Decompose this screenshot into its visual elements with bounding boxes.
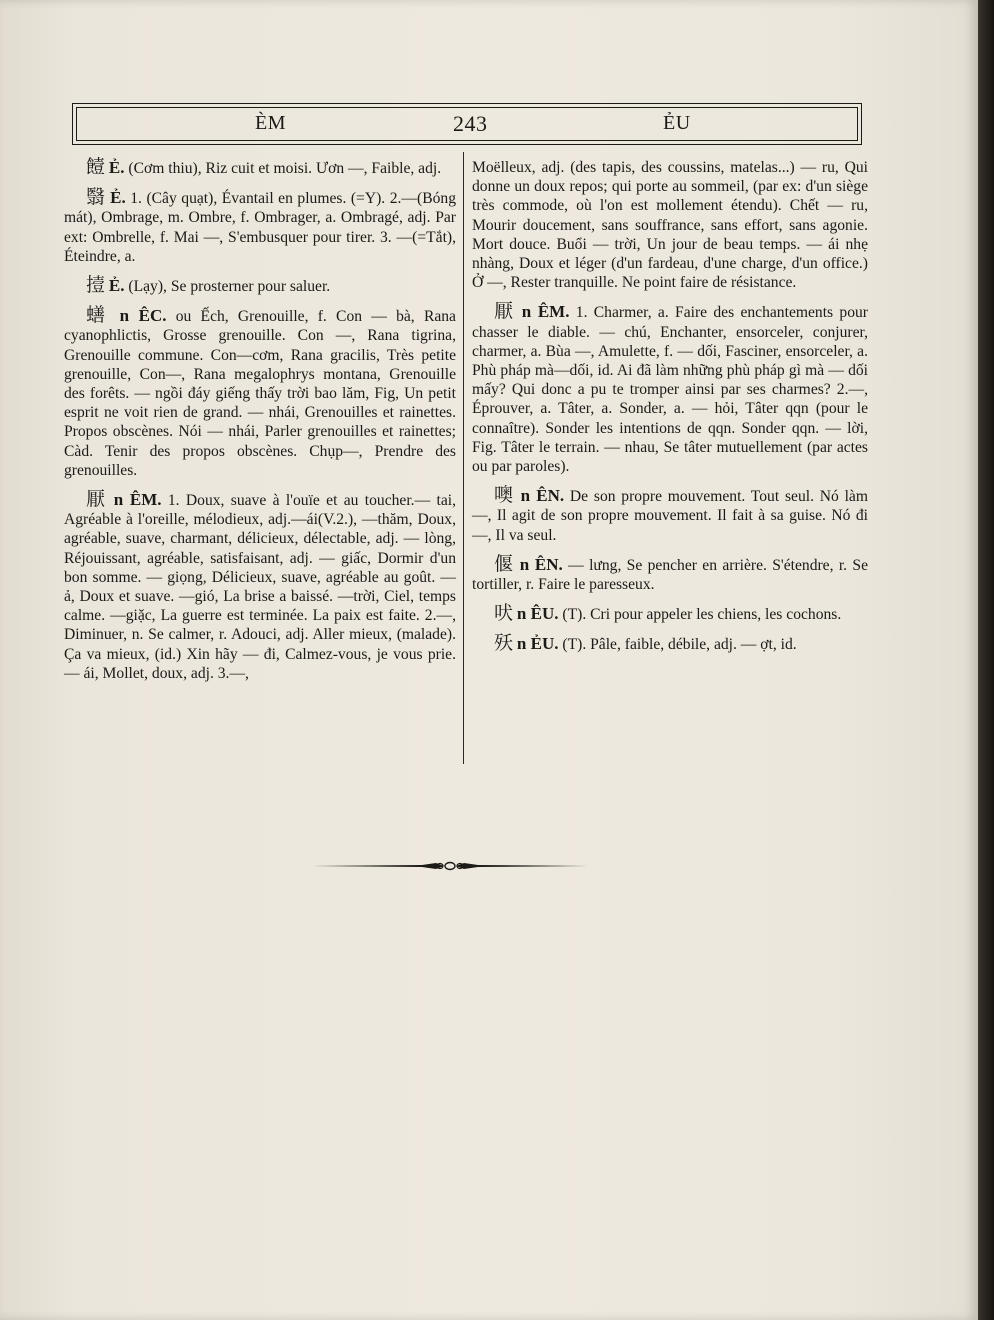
chinese-character: 殀: [494, 632, 514, 655]
dictionary-entry: [472, 486, 868, 545]
chinese-character: 撎: [86, 274, 106, 297]
entry-text: (Lạy), Se prosterner pour saluer.: [128, 278, 331, 296]
headword: n ÊN.: [519, 554, 563, 574]
entry-text: 1. Doux, suave à l'ouïe et au toucher.— tai, Agréable à l'oreille, mélodieux, adj.—ái(V.2.), —thăm, Doux, agréable, suave, charmant, délicieux, délectable, adj. — lòng, Réjouissant, agréable, satisfaisant, adj. — giấc, Dormir d'un bon somme. — giọng, Délicieux, suave, agréable au goût. — ả, Doux et suave. —gió, La brise a baissé. —trời, Ciel, temps calme. —giặc, La guerre est terminée. La paix est faite. 2.—, Diminuer, n. Se calmer, r. Adouci, adj. Aller mieux, (malade). Ça va mieux, (id.) Xin hãy — đi, Calmez-vous, je vous prie. — ái, Mollet, doux, adj. 3.—,: [64, 492, 456, 682]
entry-text: (T). Cri pour appeler les chiens, les cochons.: [562, 606, 842, 624]
dictionary-entry: [64, 188, 456, 266]
chinese-character: 吠: [494, 602, 514, 625]
dictionary-entry: [64, 158, 456, 178]
header-left-guide-word: ÈM: [255, 112, 286, 134]
chinese-character: 翳: [86, 186, 106, 209]
headword: Ẻ.: [108, 158, 125, 177]
entry-text: De son propre mouvement. Tout seul. Nó làm —, Il agit de son propre mouvement. Il fait à sa guise. Nó đi —, Il va seul.: [472, 488, 868, 544]
headword: n ẺU.: [516, 634, 559, 654]
headword: Ẻ.: [110, 188, 126, 208]
chinese-character: 蟮: [86, 304, 111, 327]
page-number: 243: [453, 111, 488, 136]
headword: n ÊM.: [521, 302, 570, 322]
entry-text: (Cơm thiu), Riz cuit et moisi. Ươn —, Faible, adj.: [128, 160, 442, 177]
left-column: [64, 158, 456, 693]
chinese-character: 厭: [86, 488, 108, 511]
entry-text: ou Ếch, Grenouille, f. Con — bà, Rana cyanophlictis, Grosse grenouille. Con —, Rana tigrina, Grenouille commune. Con—cơm, Rana gracilis, Très petite grenouille, Con—, Rana megalophrys montana, Grenouille des forêts. — ngồi đáy giếng thấy trời bao lăm, Fig, Un petit esprit ne voit rien de grand. — nhái, Grenouilles et rainettes. Propos obscènes. Nói — nhái, Parler grenouilles et rainettes; Càd. Tenir des propos obscènes. Chụp—, Prendre des grenouilles.: [64, 308, 456, 479]
headword: n ÊC.: [119, 306, 167, 326]
entry-text: 1. (Cây quạt), Évantail en plumes. (=Y). 2.—(Bóng mát), Ombrage, m. Ombre, f. Ombrager, a. Ombragé, adj. Par ext: Ombrelle, f. Mai —, S'embusquer pour tirer. 3. —(=Tắt), Éteindre, a.: [64, 190, 456, 265]
column-divider: [463, 152, 464, 764]
dictionary-entry: [64, 306, 456, 480]
entry-text: (T). Pâle, faible, débile, adj. — ợt, id.: [562, 636, 797, 654]
headword: n ÊU.: [516, 604, 559, 624]
dictionary-entry: [472, 634, 868, 654]
end-ornament-icon: [312, 855, 588, 877]
chinese-character: 噢: [494, 484, 515, 507]
chinese-character: 饐: [86, 156, 106, 178]
dictionary-entry: [64, 276, 456, 296]
dictionary-entry: [472, 604, 868, 624]
headword: n ÊN.: [520, 486, 565, 506]
headword: Ẻ.: [108, 276, 125, 296]
right-column: [472, 158, 868, 665]
chinese-character: 偃: [494, 552, 515, 575]
entry-text: — lưng, Se pencher en arrière. S'étendre, r. Se tortiller, r. Faire le paresseux.: [472, 556, 868, 594]
book-spine: [978, 0, 994, 1320]
dictionary-entry: [64, 490, 456, 683]
dictionary-entry: [472, 302, 868, 476]
chinese-character: 厭: [494, 300, 516, 323]
running-head: [72, 103, 862, 145]
header-right-guide-word: ẺU: [663, 112, 691, 134]
dictionary-entry: [472, 552, 868, 594]
headword: n ÊM.: [113, 490, 162, 510]
entry-text: 1. Charmer, a. Faire des enchantements pour chasser le diable. — chú, Enchanter, ensorceler, conjurer, charmer, a. Bùa —, Amulette, f. — dối, Fasciner, ensorceler, a. Phù pháp mà—dối, id. Ai đã làm những phù pháp gì mà — dối mấy? Qui donc a pu te tromper ainsi par ses charmes? 2.—, Éprouver, a. Tâter, a. Sonder, a. — hỏi, Tâter qqn (pour le connaître). Sonder les intentions de qqn. Sonder qqn. — lời, Fig. Tâter le terrain. — nhau, Se tâter mutuellement (par actes ou par paroles).: [472, 304, 868, 476]
dictionary-entry-continuation: [472, 158, 868, 292]
entry-text: Moëlleux, adj. (des tapis, des coussins, matelas...) — ru, Qui donne un doux repos; qui porte au sommeil, (par ex: d'un siège très commode, où l'on est mollement étendu). Chết — ru, Mourir doucement, sans souffrance, sans effort, sans agonie. Mort douce. Buổi — trời, Un jour de beau temps. — ái nhẹ nhàng, Doux et léger (d'un fardeau, d'une charge, d'un office.) Ở —, Rester tranquille. Ne point faire de résistance.: [472, 159, 868, 292]
